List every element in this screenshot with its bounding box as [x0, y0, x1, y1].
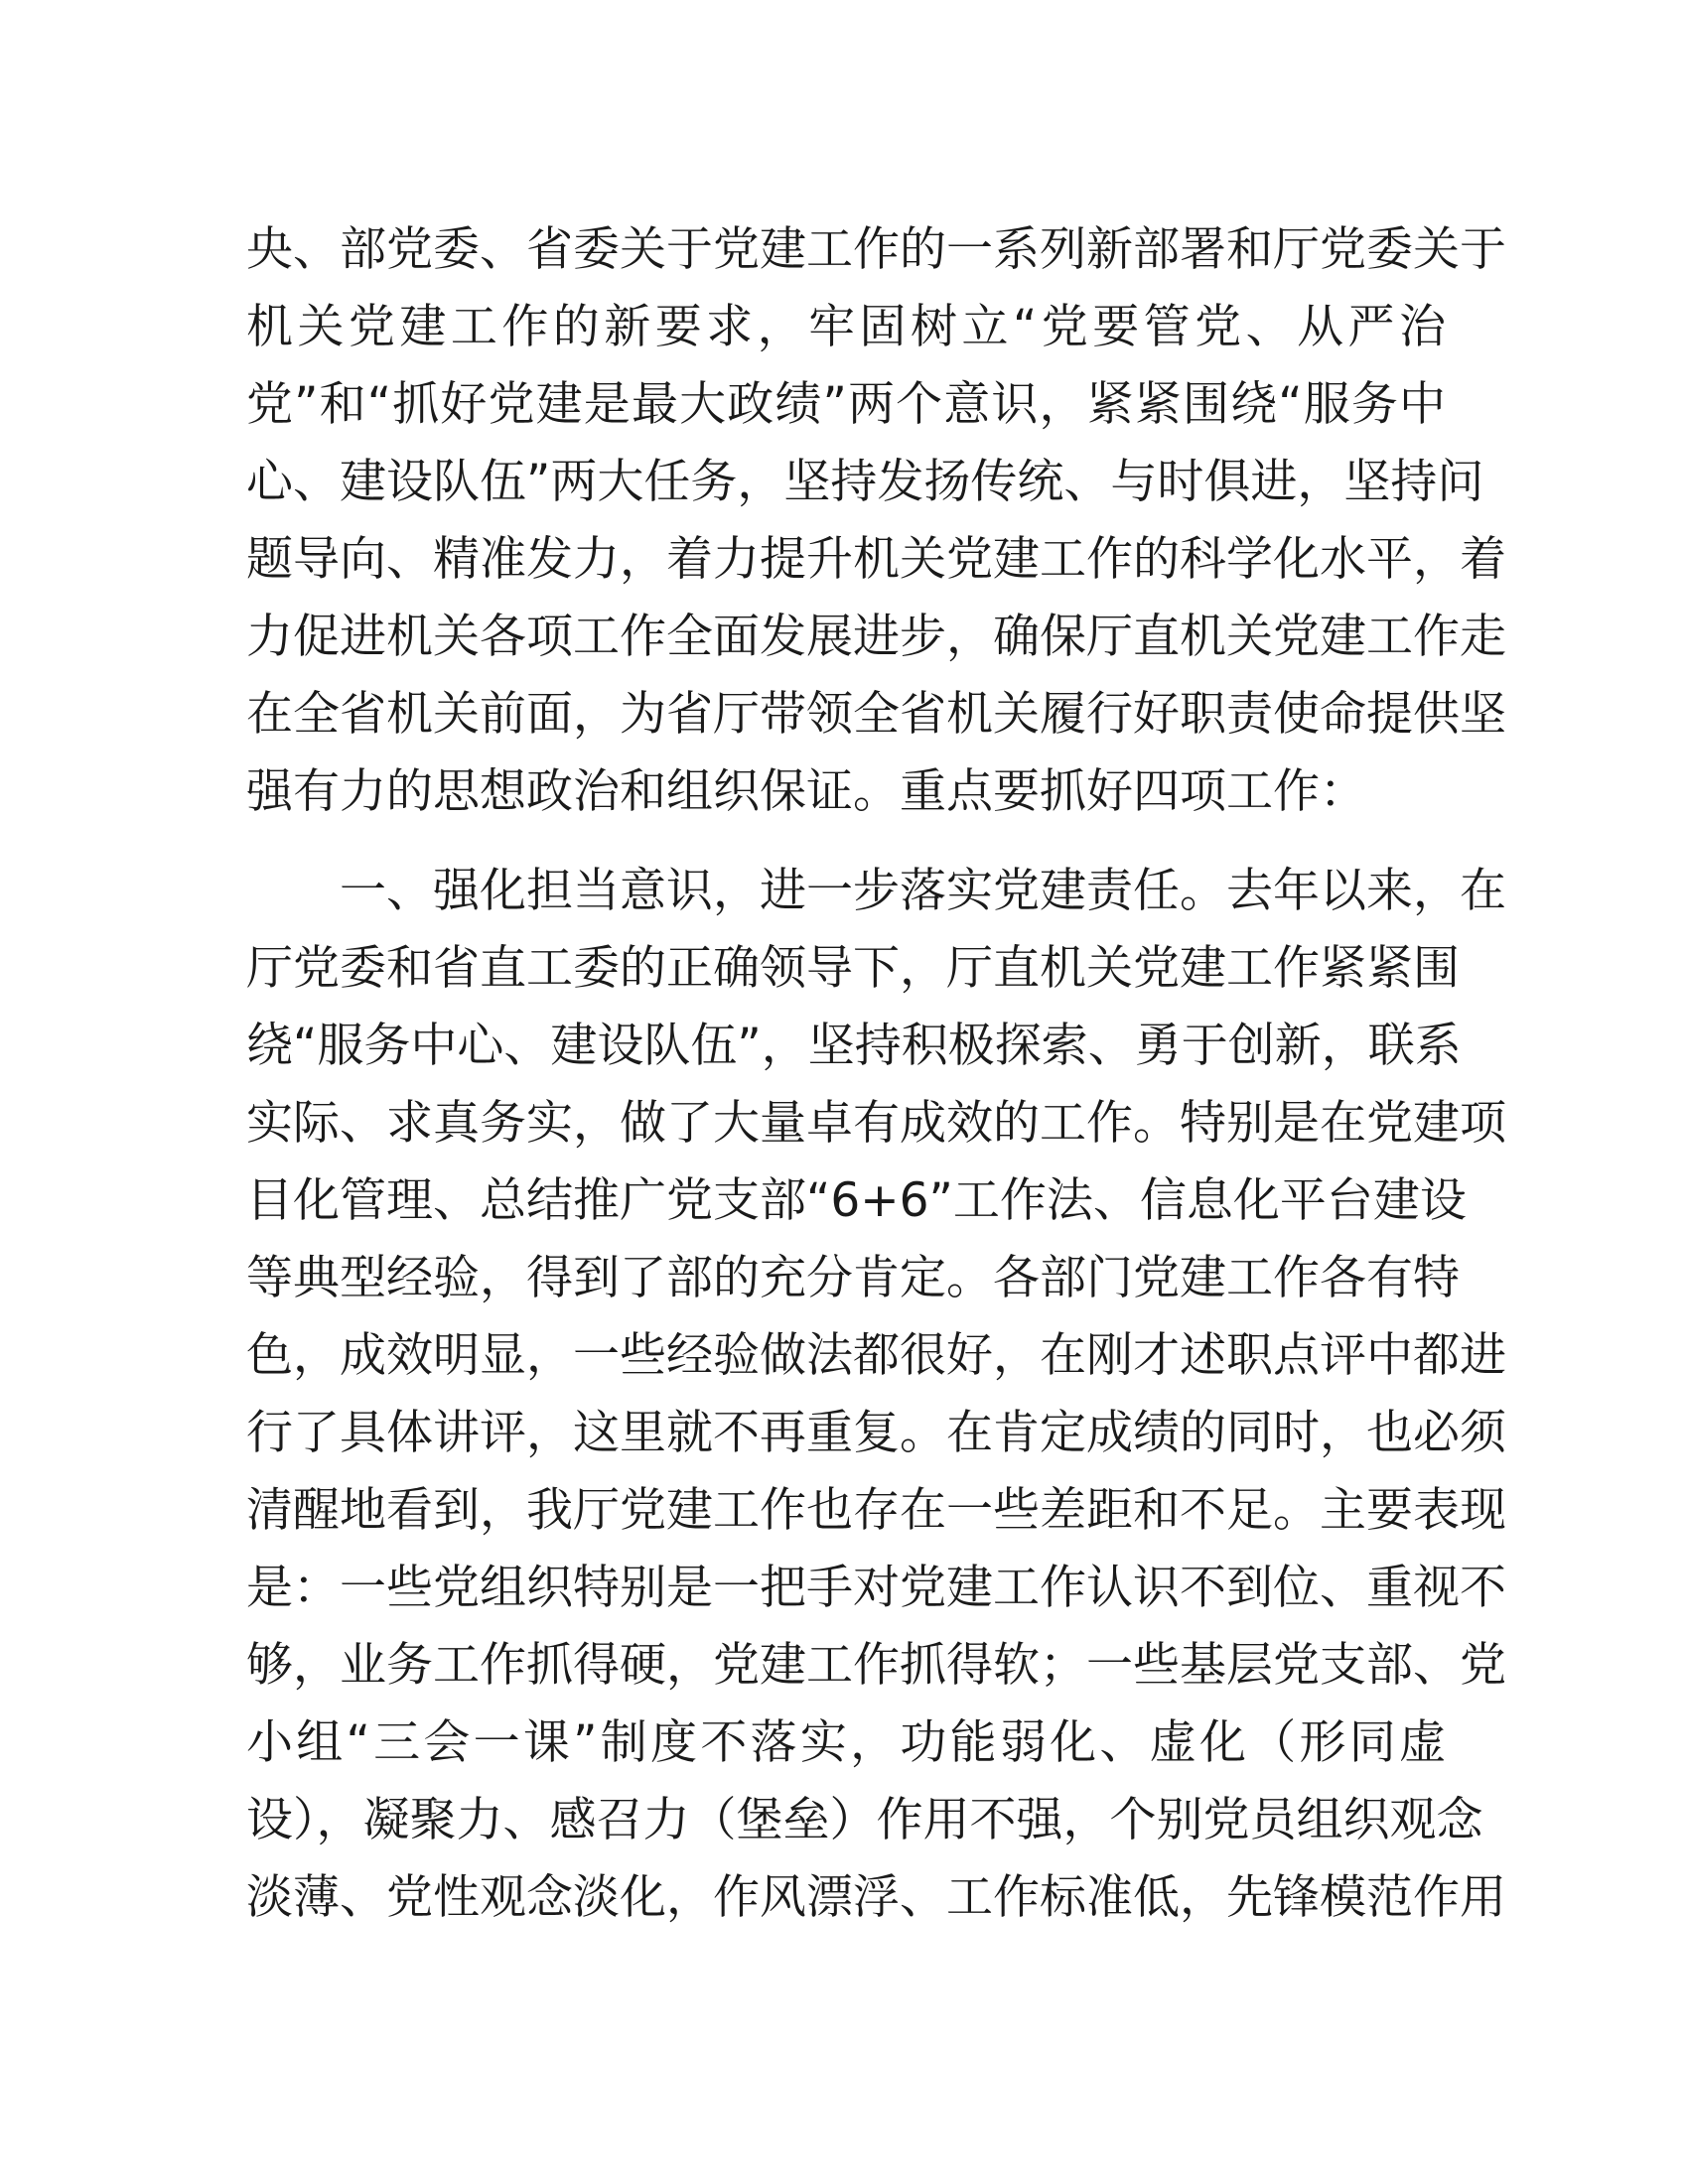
text-line: 是：一些党组织特别是一把手对党建工作认识不到位、重视不 — [246, 1561, 1506, 1615]
text-line: 党”和“抓好党建是最大政绩”两个意识，紧紧围绕“服务中 — [246, 377, 1446, 432]
text-line: 一、强化担当意识，进一步落实党建责任。去年以来，在 — [246, 864, 1506, 918]
text-line: 设），凝聚力、感召力（堡垒）作用不强，个别党员组织观念 — [246, 1793, 1483, 1847]
text-line: 实际、求真务实，做了大量卓有成效的工作。特别是在党建项 — [246, 1096, 1506, 1151]
text-line: 等典型经验，得到了部的充分肯定。各部门党建工作各有特 — [246, 1251, 1460, 1305]
text-line: 心、建设队伍”两大任务，坚持发扬传统、与时俱进，坚持问 — [246, 455, 1484, 509]
text-line: 机关党建工作的新要求，牢固树立“党要管党、从严治 — [246, 300, 1446, 354]
paragraph-spacer — [246, 831, 1446, 853]
text-line: 行了具体讲评，这里就不再重复。在肯定成绩的同时，也必须 — [246, 1406, 1506, 1460]
text-line: 淡薄、党性观念淡化，作风漂浮、工作标准低，先锋模范作用 — [246, 1870, 1506, 1925]
text-line: 厅党委和省直工委的正确领导下，厅直机关党建工作紧紧围 — [246, 941, 1460, 996]
paragraph-2 — [246, 853, 1506, 1937]
text-line: 目化管理、总结推广党支部“6+6”工作法、信息化平台建设 — [246, 1173, 1467, 1228]
text-line: 央、部党委、省委关于党建工作的一系列新部署和厅党委关于 — [246, 222, 1506, 277]
text-line: 题导向、精准发力，着力提升机关党建工作的科学化水平，着 — [246, 532, 1506, 587]
text-line: 够，业务工作抓得硬，党建工作抓得软；一些基层党支部、党 — [246, 1638, 1506, 1693]
text-line: 绕“服务中心、建设队伍”，坚持积极探索、勇于创新，联系 — [246, 1019, 1462, 1073]
paragraph-1 — [246, 211, 1506, 831]
text-line: 小组“三会一课”制度不落实，功能弱化、虚化（形同虚 — [246, 1715, 1446, 1770]
text-line: 在全省机关前面，为省厅带领全省机关履行好职责使命提供坚 — [246, 687, 1506, 742]
text-line: 力促进机关各项工作全面发展进步，确保厅直机关党建工作走 — [246, 610, 1506, 664]
text-line: 色，成效明显，一些经验做法都很好，在刚才述职点评中都进 — [246, 1328, 1506, 1383]
text-line: 清醒地看到，我厅党建工作也存在一些差距和不足。主要表现 — [246, 1483, 1506, 1538]
text-line: 强有力的思想政治和组织保证。重点要抓好四项工作： — [246, 764, 1366, 819]
document-body — [246, 211, 1506, 1937]
